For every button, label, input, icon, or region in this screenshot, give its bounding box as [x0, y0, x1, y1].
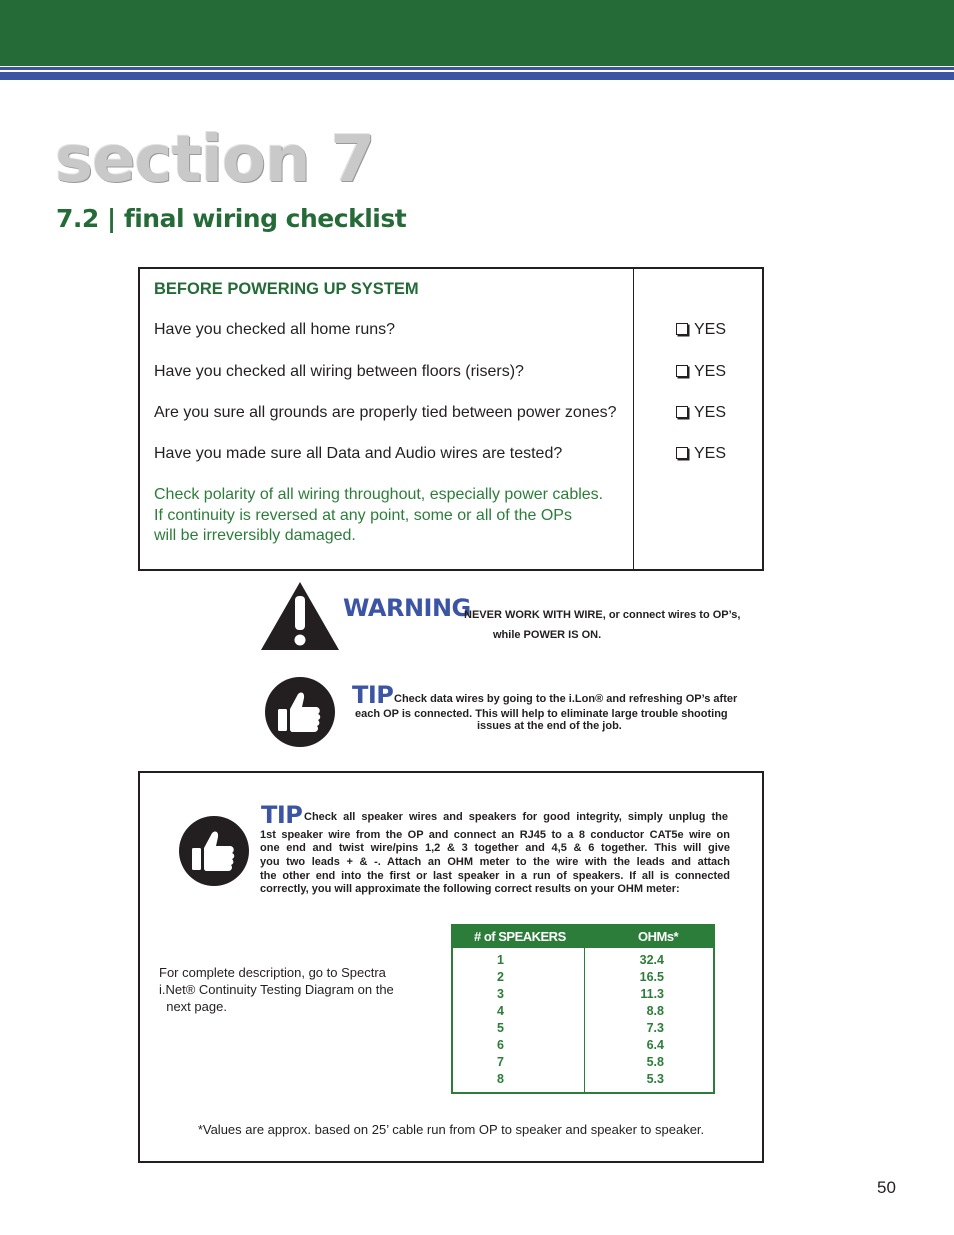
- ohm-table: [451, 924, 715, 1094]
- table-row: [453, 970, 713, 987]
- warning-text: while POWER IS ON.: [493, 629, 602, 641]
- page-number: 50: [877, 1178, 896, 1197]
- ohm-value: 5.3: [646, 1072, 664, 1086]
- thumbs-up-icon: [264, 676, 336, 753]
- speaker-count: 1: [497, 953, 504, 967]
- table-row: [453, 1055, 713, 1072]
- speaker-count: 4: [497, 1004, 504, 1018]
- ohm-value: 7.3: [646, 1021, 664, 1035]
- ohm-value: 11.3: [640, 987, 664, 1001]
- note-line: will be irreversibly damaged.: [154, 527, 356, 544]
- checklist-question: Have you checked all home runs?: [154, 321, 396, 338]
- checklist-question: Are you sure all grounds are properly tied between power zones?: [154, 404, 617, 421]
- checkbox-icon[interactable]: [676, 406, 688, 418]
- table-row: [453, 1038, 713, 1055]
- checklist-question: Have you checked all wiring between floors (risers)?: [154, 363, 524, 380]
- table-row: [453, 1021, 713, 1038]
- speaker-count: 7: [497, 1055, 504, 1069]
- checkbox-icon[interactable]: [676, 447, 688, 459]
- description-line: i.Net® Continuity Testing Diagram on the: [159, 982, 394, 997]
- page-subtitle: 7.2 | final wiring checklist: [56, 204, 407, 233]
- tip-text: the other end into the first or last speaker in a run of speakers. If all is connected: [260, 870, 730, 882]
- continuity-test-box: [138, 771, 764, 1163]
- note-line: Check polarity of all wiring throughout, especially power cables.: [154, 486, 604, 503]
- checklist-answer[interactable]: [676, 321, 726, 339]
- yes-label: YES: [694, 321, 727, 338]
- header-stripe-thick: [0, 72, 954, 80]
- column-header-speakers: # of SPEAKERS: [474, 929, 566, 944]
- checklist-question: Have you made sure all Data and Audio wires are tested?: [154, 445, 563, 462]
- tip-label: TIP: [261, 801, 303, 829]
- speaker-count: 3: [497, 987, 504, 1001]
- thumbs-up-icon: [178, 815, 250, 892]
- tip-text: issues at the end of the job.: [477, 720, 622, 732]
- description-line: For complete description, go to Spectra: [159, 965, 386, 980]
- checkbox-icon[interactable]: [676, 365, 688, 377]
- header-stripe-thin: [0, 67, 954, 70]
- ohm-table-header: [453, 926, 713, 948]
- table-row: [453, 1004, 713, 1021]
- table-row: [453, 953, 713, 970]
- checklist-answer[interactable]: [676, 445, 726, 463]
- yes-label: YES: [694, 445, 727, 462]
- checklist-column-divider: [633, 269, 634, 569]
- speaker-count: 6: [497, 1038, 504, 1052]
- checklist-answer[interactable]: [676, 363, 726, 381]
- ohm-value: 32.4: [639, 953, 664, 967]
- yes-label: YES: [694, 363, 727, 380]
- speaker-count: 5: [497, 1021, 504, 1035]
- checkbox-icon[interactable]: [676, 323, 688, 335]
- speaker-count: 8: [497, 1072, 504, 1086]
- header-bar: [0, 0, 954, 66]
- table-row: [453, 987, 713, 1004]
- ohm-value: 6.4: [646, 1038, 664, 1052]
- yes-label: YES: [694, 404, 727, 421]
- checklist-title: BEFORE POWERING UP SYSTEM: [154, 280, 419, 298]
- column-header-ohms: OHMs*: [638, 929, 679, 944]
- speaker-count: 2: [497, 970, 504, 984]
- section-title: section 7: [55, 123, 375, 197]
- tip-text: each OP is connected. This will help to eliminate large trouble shooting: [355, 708, 728, 720]
- ohm-value: 16.5: [639, 970, 664, 984]
- checklist-answer[interactable]: [676, 404, 726, 422]
- description-line: next page.: [159, 999, 227, 1014]
- checklist-box: [138, 267, 764, 571]
- tip-label: TIP: [352, 681, 394, 709]
- tip-text: one end and twist wire/pins 1,2 & 3 together and 4,5 & 6 together. This will give: [260, 842, 730, 854]
- warning-triangle-icon: [259, 580, 341, 657]
- ohm-value: 8.8: [646, 1004, 664, 1018]
- table-row: [453, 1072, 713, 1089]
- warning-label: WARNING: [343, 594, 471, 622]
- tip-text: Check all speaker wires and speakers for good integrity, simply unplug the: [304, 811, 728, 823]
- polarity-note: [154, 485, 603, 547]
- tip-text: Check data wires by going to the i.Lon® and refreshing OP’s after: [394, 693, 738, 705]
- note-line: If continuity is reversed at any point, some or all of the OPs: [154, 506, 572, 524]
- warning-text: NEVER WORK WITH WIRE, or connect wires to OP’s,: [464, 609, 741, 621]
- description-text: [159, 964, 409, 1015]
- ohm-value: 5.8: [646, 1055, 664, 1069]
- footnote: *Values are approx. based on 25’ cable run from OP to speaker and speaker to speaker.: [197, 1122, 705, 1137]
- tip-text: 1st speaker wire from the OP and connect an RJ45 to a 8 conductor CAT5e wire on: [260, 829, 730, 841]
- tip-text: you two leads + & -. Attach an OHM meter to the wire with the leads and attach: [260, 856, 730, 868]
- tip-text: correctly, you will approximate the following correct results on your OHM meter:: [260, 883, 680, 895]
